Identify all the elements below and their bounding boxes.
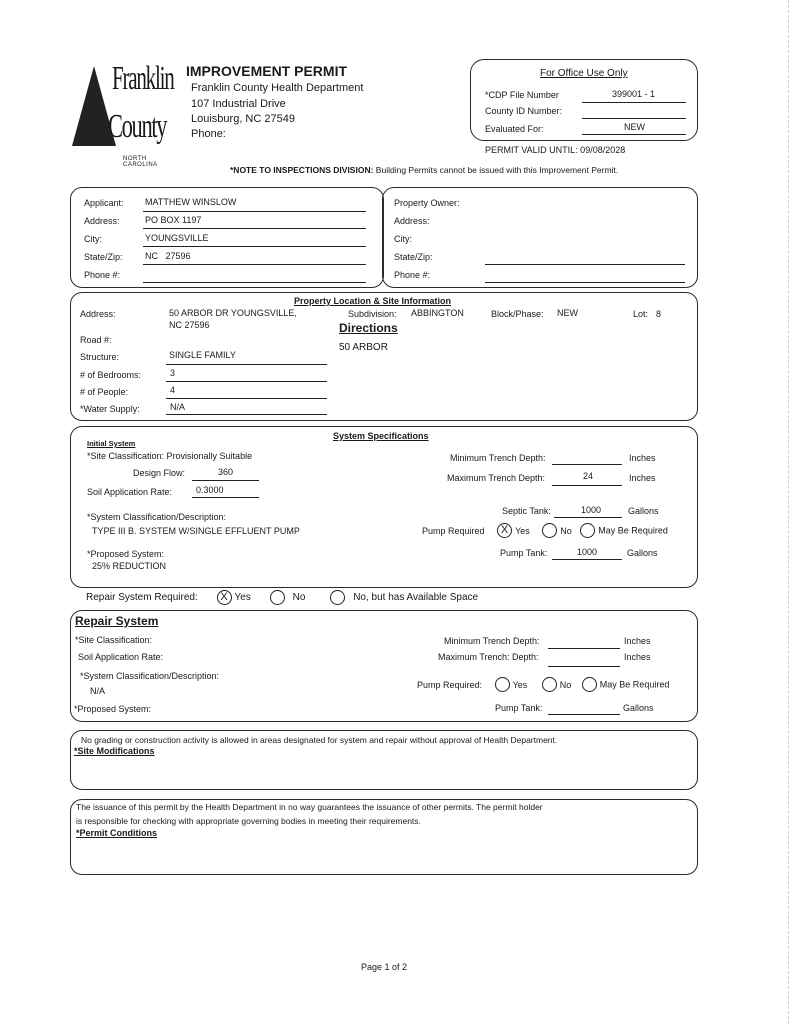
design-flow-value: 360 (218, 467, 234, 477)
applicant-statezip-line (143, 264, 366, 265)
repair-soil-rate-label: Soil Application Rate: (78, 652, 164, 662)
logo-tagline: NORTH CAROLINA (123, 156, 158, 168)
department-city: Louisburg, NC 27549 (191, 113, 295, 125)
pump-tank-line (552, 559, 622, 560)
site-classification: *Site Classification: Provisionally Suitable (87, 451, 253, 461)
repair-pump-may-radio[interactable] (582, 677, 597, 692)
block-phase-value: NEW (557, 308, 578, 318)
county-id-label: County ID Number: (485, 106, 563, 116)
system-specifications-heading: System Specifications (333, 431, 429, 441)
design-flow-line (192, 480, 259, 481)
subdivision-label: Subdivision: (348, 309, 397, 319)
repair-class-desc-value: N/A (90, 686, 106, 696)
system-class-desc-value: TYPE III B. SYSTEM W/SINGLE EFFLUENT PUMP (92, 526, 300, 536)
pump-yes-radio-checked[interactable]: X (497, 523, 512, 538)
applicant-label: Applicant: (84, 198, 124, 208)
repair-pump-no-radio[interactable] (542, 677, 557, 692)
applicant-phone-label: Phone #: (84, 270, 121, 280)
owner-address-label: Address: (394, 216, 430, 226)
system-class-desc-label: *System Classification/Description: (87, 512, 227, 522)
min-trench-label: Minimum Trench Depth: (450, 453, 546, 463)
pump-required-label: Pump Required (422, 525, 485, 536)
repair-pump-yes-label: Yes (512, 679, 528, 690)
repair-space-radio[interactable] (330, 590, 345, 605)
max-trench-label: Maximum Trench Depth: (447, 473, 546, 483)
permit-conditions-notice-line1: The issuance of this permit by the Health Department in no way guarantees the issuance of other permits. The permit holder (76, 802, 543, 812)
cdp-file-line (582, 102, 686, 103)
franklin-county-logo (68, 60, 173, 170)
applicant-phone-line (143, 282, 366, 283)
logo-word-county: County (108, 108, 167, 145)
directions-value: 50 ARBOR (339, 342, 388, 353)
directions-heading: Directions (339, 321, 398, 335)
repair-min-trench-unit: Inches (624, 636, 651, 646)
repair-pump-tank-label: Pump Tank: (495, 703, 543, 713)
site-modifications-notice: No grading or construction activity is allowed in areas designated for system and repair without approval of Health Department. (81, 735, 558, 745)
scan-edge-artifact (787, 0, 789, 1024)
structure-label: Structure: (80, 352, 120, 362)
pump-required-group (422, 523, 668, 538)
county-id-line (582, 118, 686, 119)
property-address-label: Address: (80, 309, 116, 319)
property-address-line1: 50 ARBOR DR YOUNGSVILLE, (169, 308, 297, 318)
repair-pump-may-label: May Be Required (599, 679, 670, 690)
septic-tank-unit: Gallons (628, 506, 659, 516)
septic-tank-value: 1000 (581, 505, 602, 515)
applicant-address-line (143, 228, 366, 229)
applicant-value: MATTHEW WINSLOW (145, 197, 237, 207)
repair-pump-no-label: No (559, 679, 572, 690)
repair-max-trench-label: Maximum Trench: Depth: (438, 652, 539, 662)
structure-value: SINGLE FAMILY (169, 350, 236, 360)
inspections-note-text: Building Permits cannot be issued with this Improvement Permit. (375, 165, 619, 175)
pump-yes-label: Yes (515, 525, 530, 536)
repair-no-label: No (292, 592, 306, 603)
applicant-line (143, 211, 366, 212)
applicant-city-line (143, 246, 366, 247)
pump-no-radio[interactable] (542, 523, 557, 538)
repair-site-class-label: *Site Classification: (75, 635, 153, 645)
soil-rate-line (192, 497, 259, 498)
bedrooms-value: 3 (170, 368, 176, 378)
repair-yes-radio-checked[interactable]: X (217, 590, 232, 605)
proposed-system-label: *Proposed System: (87, 549, 165, 559)
lot-label: Lot: (633, 309, 649, 319)
pump-no-label: No (560, 525, 572, 536)
repair-min-trench-label: Minimum Trench Depth: (444, 636, 540, 646)
lot-value: 8 (656, 309, 662, 319)
repair-required-group (86, 590, 478, 605)
bedrooms-line (166, 381, 327, 382)
department-street: 107 Industrial Drive (191, 98, 286, 110)
owner-city-label: City: (394, 234, 412, 244)
repair-proposed-label: *Proposed System: (74, 704, 152, 714)
proposed-system-value: 25% REDUCTION (92, 561, 167, 571)
pump-may-radio[interactable] (580, 523, 595, 538)
evaluated-for-value: NEW (624, 122, 645, 132)
water-supply-label: *Water Supply: (80, 404, 140, 414)
inspections-note-label: *NOTE TO INSPECTIONS DIVISION: (230, 165, 374, 175)
subdivision-value: ABBINGTON (411, 308, 464, 318)
repair-space-label: No, but has Available Space (353, 592, 479, 603)
site-modifications-heading: *Site Modifications (74, 746, 155, 756)
people-value: 4 (170, 385, 176, 395)
evaluated-for-line (582, 134, 686, 135)
initial-system-label: Initial System (87, 439, 136, 448)
repair-pump-tank-line (548, 714, 620, 715)
repair-min-trench-line (548, 648, 620, 649)
max-trench-value: 24 (583, 471, 594, 481)
permit-conditions-notice-line2: is responsible for checking with appropriate governing bodies in meeting their requirements. (76, 816, 421, 826)
applicant-statezip-value: NC 27596 (145, 251, 191, 261)
repair-pump-tank-unit: Gallons (623, 703, 654, 713)
max-trench-line (552, 485, 622, 486)
applicant-address-value: PO BOX 1197 (145, 215, 202, 225)
applicant-statezip-label: State/Zip: (84, 252, 123, 262)
owner-label: Property Owner: (394, 198, 460, 208)
block-phase-label: Block/Phase: (491, 309, 544, 319)
department-name: Franklin County Health Department (191, 82, 364, 94)
permit-valid-until: PERMIT VALID UNTIL: 09/08/2028 (485, 145, 626, 155)
permit-conditions-heading: *Permit Conditions (76, 828, 158, 838)
max-trench-unit: Inches (629, 473, 656, 483)
min-trench-line (552, 464, 622, 465)
owner-statezip-label: State/Zip: (394, 252, 433, 262)
repair-pump-required-label: Pump Required: (417, 679, 483, 690)
owner-statezip-line (485, 264, 685, 265)
repair-pump-required-group (417, 677, 669, 692)
office-use-title: For Office Use Only (540, 68, 628, 79)
applicant-city-label: City: (84, 234, 102, 244)
repair-yes-label: Yes (234, 592, 251, 603)
pump-tank-value: 1000 (577, 547, 598, 557)
evaluated-for-label: Evaluated For: (485, 124, 544, 134)
water-supply-line (166, 414, 327, 415)
owner-phone-line (485, 282, 685, 283)
pump-may-label: May Be Required (598, 525, 668, 536)
water-supply-value: N/A (170, 402, 186, 412)
repair-class-desc-label: *System Classification/Description: (80, 671, 220, 681)
page-number: Page 1 of 2 (361, 962, 408, 972)
people-line (166, 398, 327, 399)
permit-title: IMPROVEMENT PERMIT (186, 63, 348, 79)
repair-pump-yes-radio[interactable] (495, 677, 510, 692)
septic-tank-label: Septic Tank: (502, 506, 551, 516)
department-phone-label: Phone: (191, 128, 226, 140)
design-flow-label: Design Flow: (133, 468, 186, 478)
soil-rate-value: 0.3000 (196, 485, 224, 495)
repair-max-trench-unit: Inches (624, 652, 651, 662)
property-address-line2: NC 27596 (169, 320, 210, 330)
repair-no-radio[interactable] (270, 590, 285, 605)
structure-line (166, 364, 327, 365)
repair-max-trench-line (548, 666, 620, 667)
property-heading: Property Location & Site Information (294, 296, 452, 306)
soil-rate-label: Soil Application Rate: (87, 487, 173, 497)
applicant-city-value: YOUNGSVILLE (145, 233, 209, 243)
people-label: # of People: (80, 387, 129, 397)
cdp-file-label: *CDP File Number (485, 90, 559, 100)
road-label: Road #: (80, 335, 112, 345)
cdp-file-value: 399001 - 1 (612, 89, 656, 99)
pump-tank-label: Pump Tank: (500, 548, 548, 558)
repair-system-heading: Repair System (75, 614, 159, 628)
applicant-address-label: Address: (84, 216, 120, 226)
logo-word-franklin: Franklin (112, 60, 174, 97)
inspections-note (230, 165, 618, 175)
septic-tank-line (554, 517, 622, 518)
pump-tank-unit: Gallons (627, 548, 658, 558)
bedrooms-label: # of Bedrooms: (80, 370, 142, 380)
owner-phone-label: Phone #: (394, 270, 431, 280)
min-trench-unit: Inches (629, 453, 656, 463)
repair-required-label: Repair System Required: (86, 592, 198, 603)
